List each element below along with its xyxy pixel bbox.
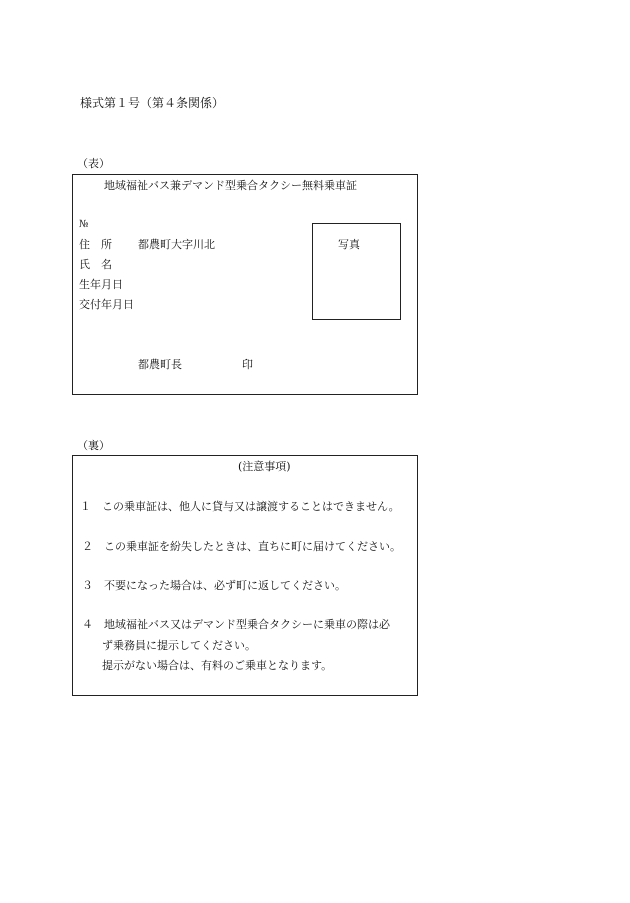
note-item-3: ３ 不要になった場合は、必ず町に返してください。	[82, 579, 346, 592]
number-label: №	[79, 219, 89, 230]
name-label: 氏 名	[79, 258, 112, 271]
card-title: 地域福祉バス兼デマンド型乗合タクシー無料乗車証	[104, 179, 357, 192]
note-item-4-line-2: ず乗務員に提示してください。	[102, 639, 256, 652]
seal-label: 印	[242, 358, 253, 371]
birth-date-label: 生年月日	[79, 278, 123, 291]
front-section-label: （表）	[77, 157, 110, 170]
note-item-2: ２ この乗車証を紛失したときは、直ちに町に届けてください。	[82, 540, 401, 553]
back-section-label: （裏）	[77, 439, 110, 452]
mayor-label: 都農町長	[138, 358, 182, 371]
note-item-1: １ この乗車証は、他人に貸与又は譲渡することはできません。	[80, 500, 400, 513]
notes-heading: (注意事項)	[238, 460, 291, 473]
photo-label: 写真	[338, 238, 360, 251]
note-item-4-line-1: ４ 地域福祉バス又はデマンド型乗合タクシーに乗車の際は必	[82, 618, 390, 631]
address-label: 住 所	[79, 238, 112, 251]
form-title: 様式第１号（第４条関係）	[80, 96, 225, 110]
note-item-4-line-3: 提示がない場合は、有料のご乗車となります。	[102, 659, 333, 672]
address-value: 都農町大字川北	[138, 238, 215, 251]
issue-date-label: 交付年月日	[79, 298, 134, 311]
